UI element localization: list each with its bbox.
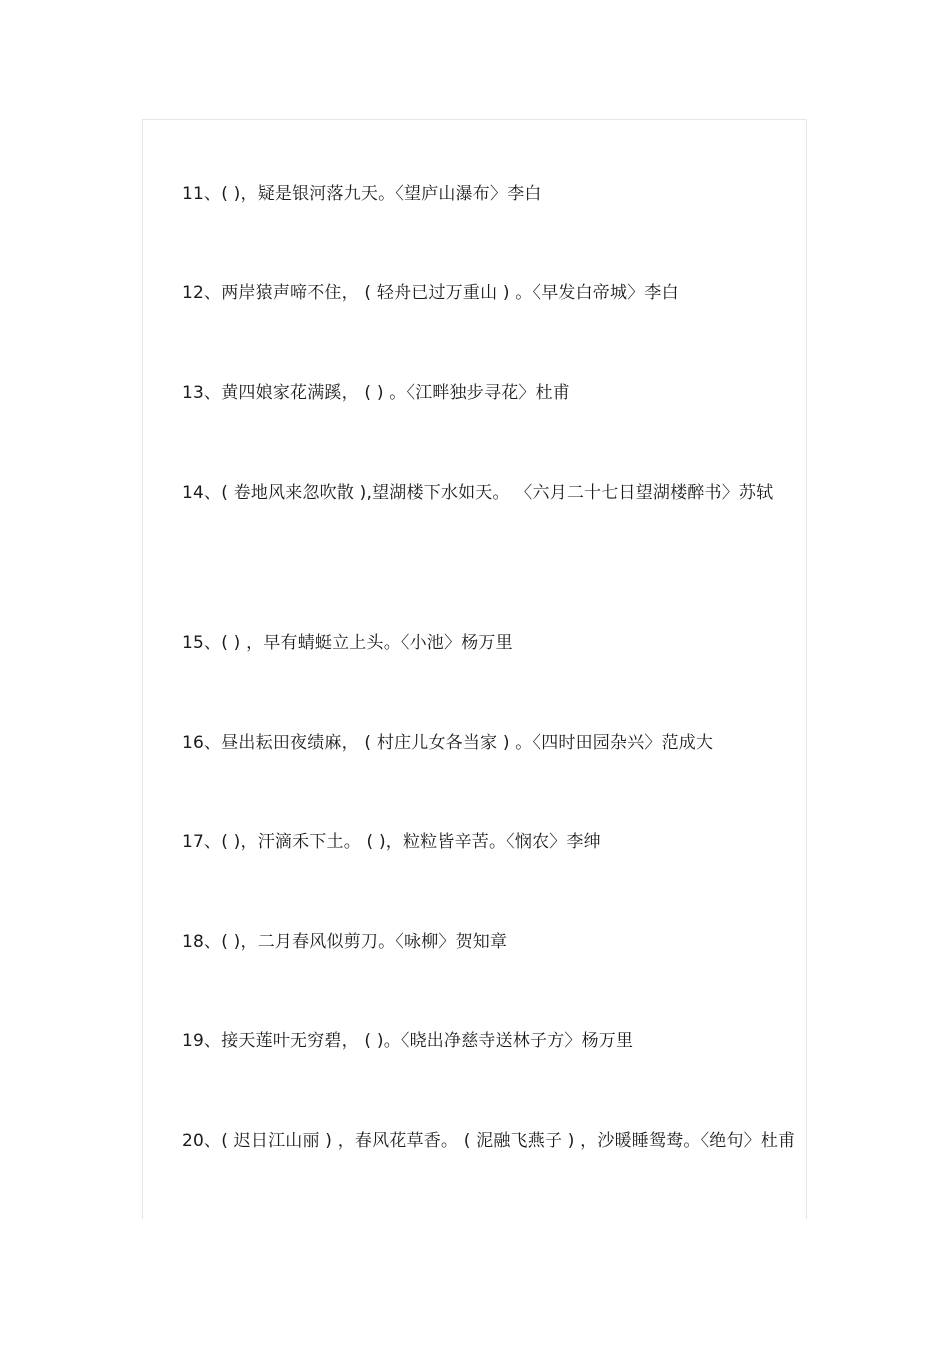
poem-item-15: 15、( ) ，早有蜻蜓立上头。〈小池〉杨万里 — [182, 633, 513, 653]
poem-item-17: 17、( )，汗滴禾下土。 ( )，粒粒皆辛苦。〈悯农〉李绅 — [182, 832, 601, 852]
poem-item-18: 18、( )，二月春风似剪刀。〈咏柳〉贺知章 — [182, 932, 508, 952]
poem-item-14: 14、( 卷地风来忽吹散 ),望湖楼下水如天。 〈六月二十七日望湖楼醉书〉苏轼 — [182, 483, 774, 503]
poem-item-11: 11、( )，疑是银河落九天。〈望庐山瀑布〉李白 — [182, 184, 542, 204]
poem-item-13: 13、黄四娘家花满蹊， ( ) 。〈江畔独步寻花〉杜甫 — [182, 383, 571, 403]
poem-item-20: 20、( 迟日江山丽 ) ，春风花草香。 ( 泥融飞燕子 ) ，沙暖睡鸳鸯。〈绝句〉杜甫 — [182, 1131, 796, 1151]
poem-item-16: 16、昼出耘田夜绩麻， ( 村庄儿女各当家 ) 。〈四时田园杂兴〉范成大 — [182, 733, 714, 753]
poem-item-12: 12、两岸猿声啼不住， ( 轻舟已过万重山 ) 。〈早发白帝城〉李白 — [182, 283, 679, 303]
poem-item-19: 19、接天莲叶无穷碧， ( )。〈晓出净慈寺送林子方〉杨万里 — [182, 1031, 634, 1051]
